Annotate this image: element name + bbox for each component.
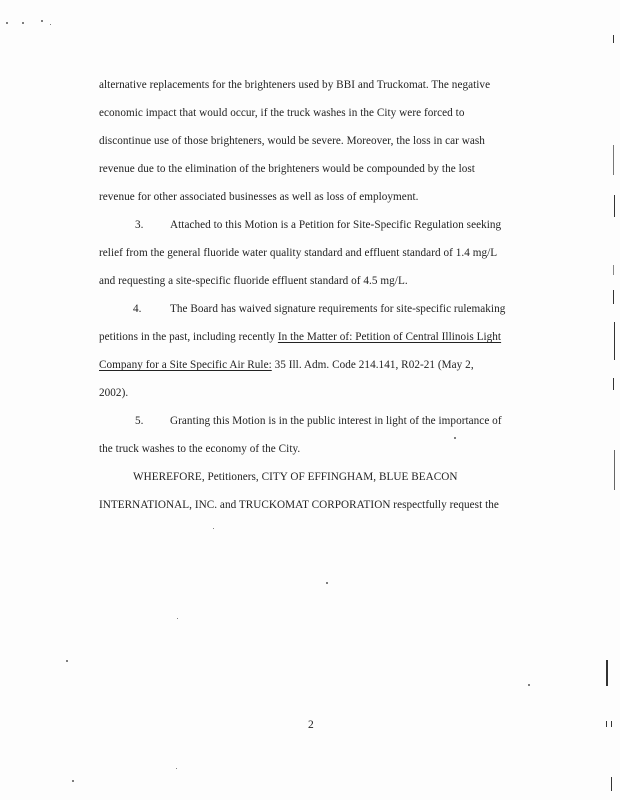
scan-speck xyxy=(213,528,214,529)
scan-mark xyxy=(613,35,614,43)
para-5-number: 5. xyxy=(135,415,144,427)
case-citation-part-1: In the Matter of: Petition of Central Illinois Light xyxy=(277,331,502,343)
para-4-line-3 xyxy=(99,358,474,372)
para-3-line-1: Attached to this Motion is a Petition for Site-Specific Regulation seeking xyxy=(170,219,502,231)
scan-speck xyxy=(41,20,43,22)
para-4-line-2-text: petitions in the past, including recently xyxy=(99,331,278,343)
scan-mark xyxy=(611,721,612,727)
para-4-number: 4. xyxy=(133,303,142,315)
scan-mark xyxy=(614,322,615,360)
para-3-line-2: relief from the general fluoride water quality standard and effluent standard of 1.4 mg/L xyxy=(99,247,498,259)
para-4-line-3-text: 35 Ill. Adm. Code 214.141, R02-21 (May 2, xyxy=(271,359,474,371)
para-3-number: 3. xyxy=(135,219,144,231)
scan-speck xyxy=(528,684,530,686)
wherefore-line-2: INTERNATIONAL, INC. and TRUCKOMAT CORPORATION respectfully request the xyxy=(99,499,499,511)
page-number: 2 xyxy=(308,719,314,731)
scan-mark xyxy=(611,777,612,791)
scan-speck xyxy=(50,24,51,25)
scan-mark xyxy=(606,660,608,686)
scan-speck xyxy=(326,582,328,584)
scan-mark xyxy=(613,378,614,390)
wherefore-line-1: WHEREFORE, Petitioners, CITY OF EFFINGHAM, BLUE BEACON xyxy=(133,471,458,483)
para-5-line-1: Granting this Motion is in the public interest in light of the importance of xyxy=(170,415,502,427)
scan-speck xyxy=(176,768,177,769)
para-5-line-2: the truck washes to the economy of the City. xyxy=(99,443,301,455)
scan-mark xyxy=(606,721,607,727)
case-citation-part-2: Company for a Site Specific Air Rule: xyxy=(99,359,272,371)
scan-speck xyxy=(454,437,456,439)
body-line-3: discontinue use of those brighteners, would be severe. Moreover, the loss in car wash xyxy=(99,135,485,147)
scan-speck xyxy=(22,22,24,24)
para-4-line-2 xyxy=(99,330,501,344)
para-3-line-3: and requesting a site-specific fluoride effluent standard of 4.5 mg/L. xyxy=(99,275,408,287)
scan-speck xyxy=(6,22,8,24)
para-4-line-4: 2002). xyxy=(99,387,129,399)
scan-mark xyxy=(613,265,614,275)
scan-speck xyxy=(66,660,68,662)
scan-speck xyxy=(177,618,178,619)
scan-mark xyxy=(614,195,615,217)
body-line-1: alternative replacements for the brighteners used by BBI and Truckomat. The negative xyxy=(99,79,491,91)
scan-mark xyxy=(614,450,615,490)
body-line-5: revenue for other associated businesses as well as loss of employment. xyxy=(99,191,419,203)
para-4-line-1: The Board has waived signature requirements for site-specific rulemaking xyxy=(170,303,506,315)
scan-mark xyxy=(613,290,614,304)
scan-mark xyxy=(613,145,614,175)
body-line-4: revenue due to the elimination of the brighteners would be compounded by the lost xyxy=(99,163,475,175)
body-line-2: economic impact that would occur, if the truck washes in the City were forced to xyxy=(99,107,465,119)
scan-speck xyxy=(72,780,74,782)
